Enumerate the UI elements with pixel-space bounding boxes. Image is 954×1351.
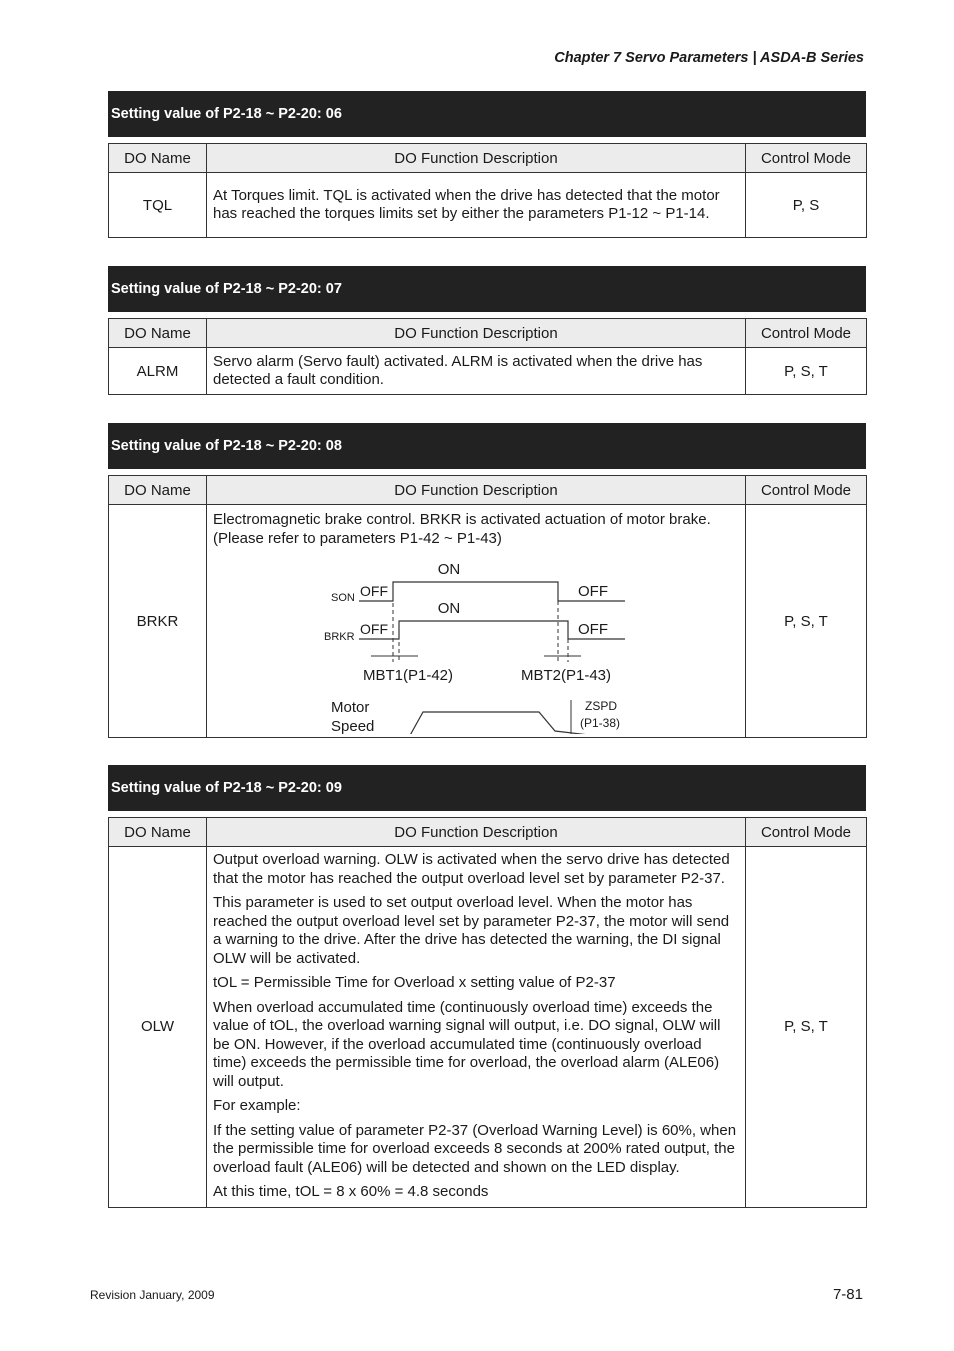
description-paragraph: At this time, tOL = 8 x 60% = 4.8 seconds (213, 1183, 489, 1200)
col-header-do-name: DO Name (109, 818, 207, 847)
control-mode-cell: P, S, T (746, 505, 867, 738)
do-table (108, 817, 867, 1208)
footer-page-number: 7-81 (832, 1286, 863, 1303)
description-cell (207, 505, 746, 738)
description-cell (207, 173, 746, 238)
do-name-cell: ALRM (109, 348, 207, 395)
chapter-header: Chapter 7 Servo Parameters | ASDA-B Series (554, 50, 864, 66)
control-mode-cell: P, S, T (746, 847, 867, 1208)
brkr-signal-label: BRKR (324, 631, 355, 643)
description-paragraph: If the setting value of parameter P2-37 (Overload Warning Level) is 60%, when the permissible time for overload exceeds 8 seconds at 200% rated output, the overload fault (ALE06) will be detected and shown on the LED display. (213, 1121, 737, 1176)
brkr-off-left-label: OFF (360, 621, 388, 637)
section-06 (108, 91, 866, 238)
table-row (109, 505, 867, 738)
description-cell (207, 348, 746, 395)
col-header-control-mode: Control Mode (746, 144, 867, 173)
control-mode-cell: P, S (746, 173, 867, 238)
zspd-label: ZSPD (585, 699, 618, 713)
section-title: Setting value of P2-18 ~ P2-20: 09 (108, 765, 866, 811)
description-paragraph: When overload accumulated time (continuously overload time) exceeds the value of tOL, the overload warning signal will output, i.e. DO signal, OLW will be ON. However, if the overload accumulated time (continuously overload time) exceeds the permissible time for overload, the overload alarm (ALE06) will output. (213, 998, 721, 1090)
control-mode-cell: P, S, T (746, 348, 867, 395)
col-header-description: DO Function Description (207, 476, 746, 505)
brake-timing-diagram (213, 554, 633, 734)
section-07 (108, 266, 866, 395)
table-header-row (109, 476, 867, 505)
col-header-do-name: DO Name (109, 319, 207, 348)
do-table (108, 318, 867, 395)
section-09 (108, 765, 866, 1208)
description-paragraph: tOL = Permissible Time for Overload x setting value of P2-37 (213, 974, 616, 991)
mbt2-label: MBT2(P1-43) (521, 667, 612, 684)
description-text: Servo alarm (Servo fault) activated. ALRM is activated when the drive has detected a fault condition. (213, 352, 703, 388)
section-title: Setting value of P2-18 ~ P2-20: 07 (108, 266, 866, 312)
table-row (109, 348, 867, 395)
brkr-off-right-label: OFF (578, 621, 608, 638)
col-header-description: DO Function Description (207, 319, 746, 348)
do-table (108, 143, 867, 238)
col-header-control-mode: Control Mode (746, 319, 867, 348)
section-title: Setting value of P2-18 ~ P2-20: 06 (108, 91, 866, 137)
do-name-cell: BRKR (109, 505, 207, 738)
description-text: Electromagnetic brake control. BRKR is activated actuation of motor brake. (Please refer to parameters P1-42 ~ P1-43) (213, 511, 711, 547)
mbt1-label: MBT1(P1-42) (363, 667, 454, 684)
description-cell (207, 847, 746, 1208)
section-08 (108, 423, 866, 738)
son-off-right-label: OFF (578, 583, 608, 600)
son-off-left-label: OFF (360, 583, 388, 599)
do-name-cell: TQL (109, 173, 207, 238)
description-paragraph: For example: (213, 1097, 301, 1114)
table-header-row (109, 818, 867, 847)
brkr-on-label: ON (437, 600, 461, 617)
son-signal-label: SON (331, 592, 355, 604)
table-header-row (109, 144, 867, 173)
table-row (109, 847, 867, 1208)
footer-revision: Revision January, 2009 (90, 1288, 215, 1302)
table-row (109, 173, 867, 238)
timing-guides (393, 582, 568, 662)
son-on-label: ON (437, 561, 461, 578)
description-paragraph: Output overload warning. OLW is activated when the servo drive has detected that the motor has reached the output overload level set by parameter P2-37. (213, 851, 730, 887)
col-header-do-name: DO Name (109, 144, 207, 173)
do-name-cell: OLW (109, 847, 207, 1208)
motor-label: Motor (331, 699, 370, 716)
col-header-description: DO Function Description (207, 818, 746, 847)
do-table (108, 475, 867, 738)
section-title: Setting value of P2-18 ~ P2-20: 08 (108, 423, 866, 469)
col-header-do-name: DO Name (109, 476, 207, 505)
col-header-control-mode: Control Mode (746, 476, 867, 505)
table-header-row (109, 319, 867, 348)
description-paragraph: This parameter is used to set output overload level. When the motor has reached the output overload level set by parameter P2-37, the motor will send a warning to the drive. After the drive has detected the warning, the DI signal OLW will be activated. (213, 894, 730, 967)
col-header-control-mode: Control Mode (746, 818, 867, 847)
zspd-param-label: (P1-38) (580, 716, 621, 730)
col-header-description: DO Function Description (207, 144, 746, 173)
speed-label: Speed (331, 718, 375, 734)
description-text: At Torques limit. TQL is activated when the drive has detected that the motor has reached the torques limits set by either the parameters P1-12 ~ P1-14. (213, 186, 720, 222)
